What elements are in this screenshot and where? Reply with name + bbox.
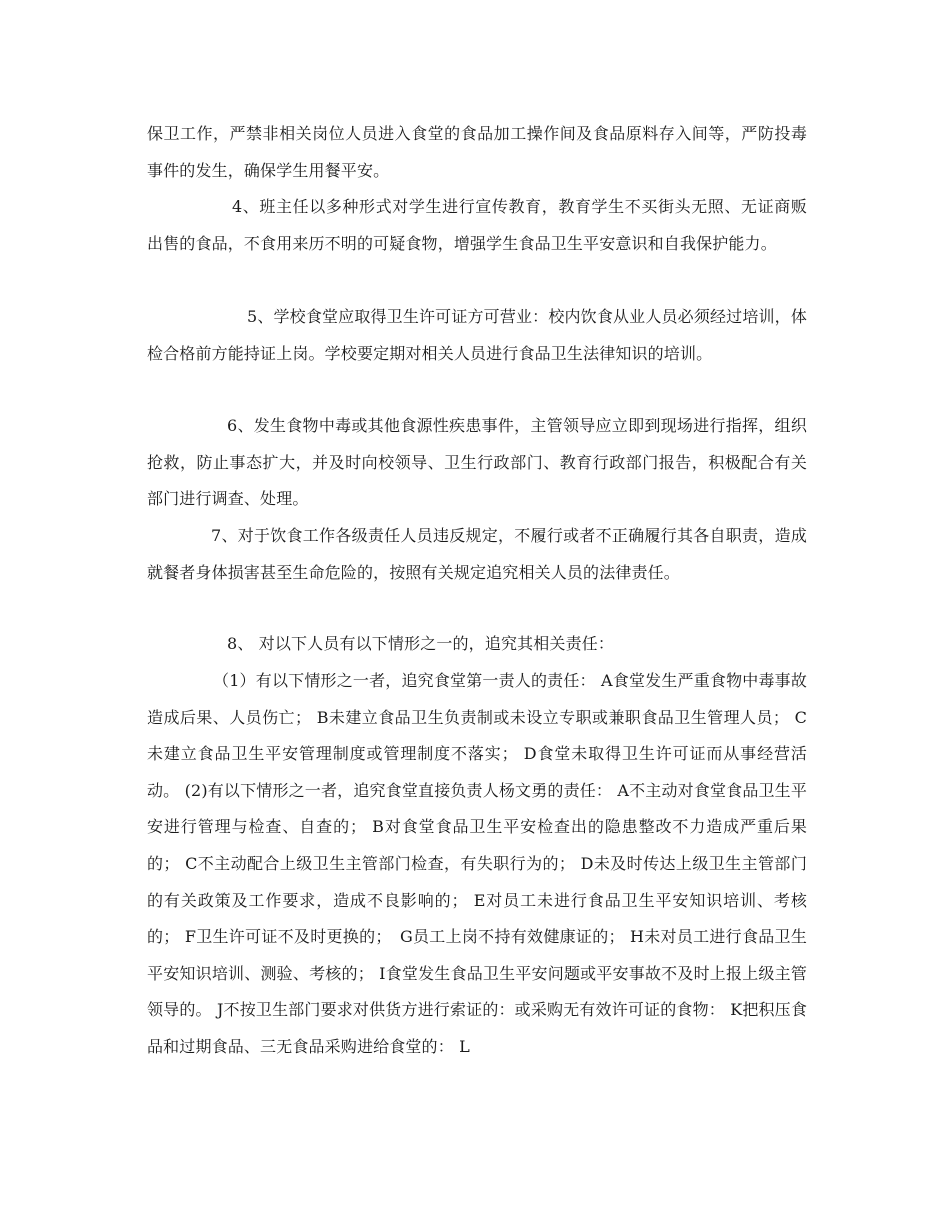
paragraph-text: 5、学校食堂应取得卫生许可证方可营业：校内饮食从业人员必须经过培训，体检合格前方能持证上岗。学校要定期对相关人员进行食品卫生法律知识的培训。 xyxy=(147,307,807,363)
paragraph-item-5 xyxy=(147,299,807,372)
paragraph-text: 保卫工作，严禁非相关岗位人员进入食堂的食品加工操作间及食品原料存入间等，严防投毒事件的发生，确保学生用餐平安。 xyxy=(147,124,807,180)
paragraph-text: 7、对于饮食工作各级责任人员违反规定，不履行或者不正确履行其各自职责，造成就餐者身体损害甚至生命危险的，按照有关规定追究相关人员的法律责任。 xyxy=(147,526,807,582)
paragraph-text: 6、发生食物中毒或其他食源性疾患事件，主管领导应立即到现场进行指挥，组织抢救，防止事态扩大，并及时向校领导、卫生行政部门、教育行政部门报告，积极配合有关部门进行调查、处理。 xyxy=(147,416,807,509)
paragraph-item-8 xyxy=(147,626,807,663)
paragraph-item-7 xyxy=(147,518,807,591)
paragraph-text: 8、 对以下人员有以下情形之一的，追究其相关责任： xyxy=(227,634,615,653)
paragraph-item-4 xyxy=(147,189,807,262)
paragraph-item-8-details xyxy=(147,663,807,1066)
paragraph-security xyxy=(147,116,807,189)
paragraph-text: 4、班主任以多种形式对学生进行宣传教育，教育学生不买街头无照、无证商贩出售的食品，不食用来历不明的可疑食物，增强学生食品卫生平安意识和自我保护能力。 xyxy=(147,197,807,253)
paragraph-text: （1）有以下情形之一者，追究食堂第一责人的责任： A食堂发生严重食物中毒事故造成后果、人员伤亡； B未建立食品卫生负责制或未设立专职或兼职食品卫生管理人员； C未建立食品卫生平安管理制度或管理制度不落实； D食堂未取得卫生许可证而从事经营活动。 (2)有以下情形之一者，追究食堂直接负责人杨文勇的责任： A不主动对食堂食品卫生平安进行管理与检查、自查的； B对食堂食品卫生平安检查出的隐患整改不力造成严重后果的； C不主动配合上级卫生主管部门检查，有失职行为的； D未及时传达上级卫生主管部门的有关政策及工作要求，造成不良影响的； E对员工未进行食品卫生平安知识培训、考核的； F卫生许可证不及时更换的； G员工上岗不持有效健康证的； H未对员工进行食品卫生平安知识培训、测验、考核的； I食堂发生食品卫生平安问题或平安事故不及时上报上级主管领导的。 J不按卫生部门要求对供货方进行索证的：或采购无有效许可证的食物： K把积压食品和过期食品、三无食品采购进给食堂的： L xyxy=(147,671,807,1056)
paragraph-item-6 xyxy=(147,408,807,518)
